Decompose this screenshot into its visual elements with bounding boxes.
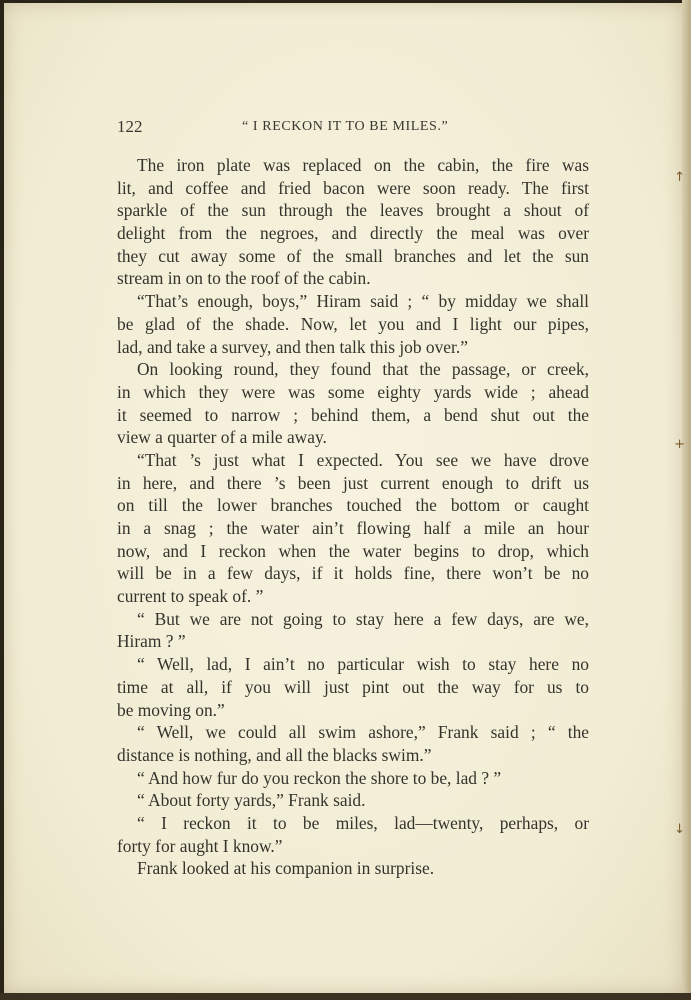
text-line: sparkle of the sun through the leaves brought a shout of xyxy=(117,200,589,221)
margin-mark-icon: ↑ xyxy=(674,170,685,185)
text-line: “ Well, lad, I ain’t no particular wish to stay here no xyxy=(137,654,589,675)
text-line: Frank looked at his companion in surprise. xyxy=(137,858,435,879)
text-line: lad, and take a survey, and then talk this job over.” xyxy=(117,336,468,357)
text-line: lit, and coffee and fried bacon were soon ready. The first xyxy=(117,177,589,198)
text-line: “ I reckon it to be miles, lad—twenty, perhaps, or xyxy=(137,812,589,833)
margin-mark-icon: ↓ xyxy=(674,822,685,837)
text-line: distance is nothing, and all the blacks swim.” xyxy=(117,744,432,765)
text-line: “ But we are not going to stay here a few days, are we, xyxy=(137,608,589,629)
text-line: “ And how fur do you reckon the shore to be, lad ? ” xyxy=(137,767,502,788)
body-text xyxy=(117,154,589,880)
text-line: time at all, if you will just pint out the way for us to xyxy=(117,676,589,697)
text-line: in a snag ; the water ain’t flowing half a mile an hour xyxy=(117,518,589,538)
text-line: stream in on to the roof of the cabin. xyxy=(117,268,371,289)
text-line: The iron plate was replaced on the cabin, the fire was xyxy=(137,155,589,175)
text-line: current to speak of. ” xyxy=(117,586,264,607)
text-line: “That’s enough, boys,” Hiram said ; “ by midday we shall xyxy=(137,291,589,312)
text-line: in here, and there ’s been just current enough to drift us xyxy=(117,472,589,493)
book-page xyxy=(4,3,682,993)
page-bottom-edge xyxy=(0,993,691,1000)
running-head: “ I RECKON IT TO BE MILES.” xyxy=(242,119,449,134)
text-line: “ About forty yards,” Frank said. xyxy=(137,790,366,811)
text-line: delight from the negroes, and directly the meal was over xyxy=(117,223,589,244)
text-line: it seemed to narrow ; behind them, a bend shut out the xyxy=(117,404,589,425)
page-number: 122 xyxy=(117,117,143,136)
text-line: Hiram ? ” xyxy=(117,631,186,652)
text-line: “That ’s just what I expected. You see we have drove xyxy=(137,449,589,470)
text-line: On looking round, they found that the passage, or creek, xyxy=(137,359,589,380)
page-edge xyxy=(682,0,691,1000)
text-line: view a quarter of a mile away. xyxy=(117,427,327,448)
text-line: on till the lower branches touched the bottom or caught xyxy=(117,495,589,516)
text-line: forty for aught I know.” xyxy=(117,835,283,856)
text-line: will be in a few days, if it holds fine, there won’t be no xyxy=(117,563,589,584)
text-line: they cut away some of the small branches and let the sun xyxy=(117,245,589,266)
text-line: in which they were was some eighty yards wide ; ahead xyxy=(117,381,589,402)
text-line: be glad of the shade. Now, let you and I light our pipes, xyxy=(117,313,589,334)
text-line: be moving on.” xyxy=(117,699,225,720)
margin-mark-icon: + xyxy=(674,437,685,452)
text-line: “ Well, we could all swim ashore,” Frank said ; “ the xyxy=(137,722,589,743)
text-line: now, and I reckon when the water begins to drop, which xyxy=(117,540,589,561)
